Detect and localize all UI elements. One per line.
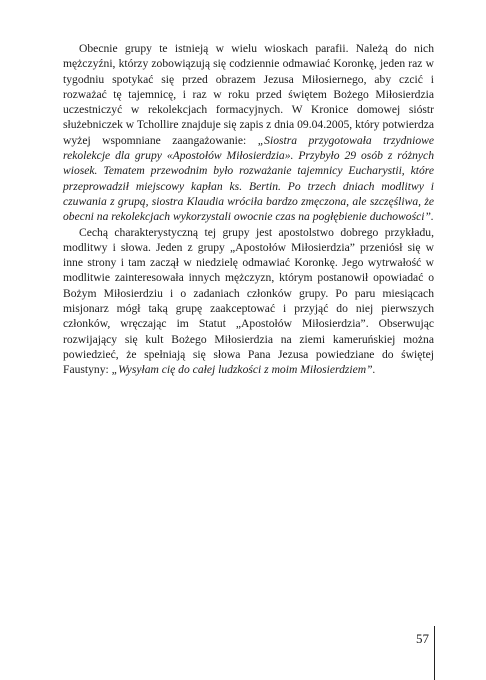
paragraph-1-text: Obecnie grupy te istnieją w wielu wioskach parafii. Należą do nich mężczyźni, którzy zobowiązują się codziennie odmawiać Koronkę, jeden raz w tygodniu spotykać się przed obrazem Jezusa Miłosiernego, aby czcić i rozważać tę tajemnicę, i raz w roku przed świętem Bożego Miłosierdzia uczestniczyć w rekolekcjach formacyjnych. W Kronice domowej sióstr służebniczek w Tchollire znajduje się zapis z dnia 09.04.2005, który potwierdza wyżej wspomniane zaangażowanie: [63, 42, 434, 147]
paragraph-1-quote: „Siostra przygotowała trzydniowe rekolekcje dla grupy «Apostołów Miłosierdzia». Przybyło 29 osób z różnych wiosek. Tematem przewodnim było rozważanie tajemnicy Eucharystii, które przeprowadził miejscowy kapłan ks. Bertin. Po trzech dniach modlitwy i czuwania z grupą, siostra Klaudia wróciła bardzo zmęczona, ale szczęśliwa, że obecni na rekolekcjach wykorzystali owocnie czas na pogłębienie duchowości”. [63, 133, 434, 224]
paragraph-1 [63, 41, 434, 225]
body-text [63, 41, 434, 378]
paragraph-2 [63, 225, 434, 378]
page-margin-rule [434, 626, 435, 680]
paragraph-2-quote: „Wysyłam cię do całej ludzkości z moim Miłosierdziem”. [111, 363, 376, 377]
paragraph-2-text: Cechą charakterystyczną tej grupy jest apostolstwo dobrego przykładu, modlitwy i słowa. Jeden z grupy „Apostołów Miłosierdzia” przeniósł się w inne strony i tam zaczął w niedzielę odmawiać Koronkę. Jego wytrwałość w modlitwie zainteresowała innych mężczyzn, którym postanowił opowiadać o Bożym Miłosierdziu i o zadaniach członków grupy. Po paru miesiącach misjonarz mógł taką grupę zaakceptować i przyjąć do niej pierwszych członków, wręczając im Statut „Apostołów Miłosierdzia”. Obserwując rozwijający się kult Bożego Miłosierdzia na ziemi kameruńskiej można powiedzieć, że spełniają się słowa Pana Jezusa powiedziane do świętej Faustyny: [63, 225, 434, 377]
page-number: 57 [416, 631, 429, 646]
